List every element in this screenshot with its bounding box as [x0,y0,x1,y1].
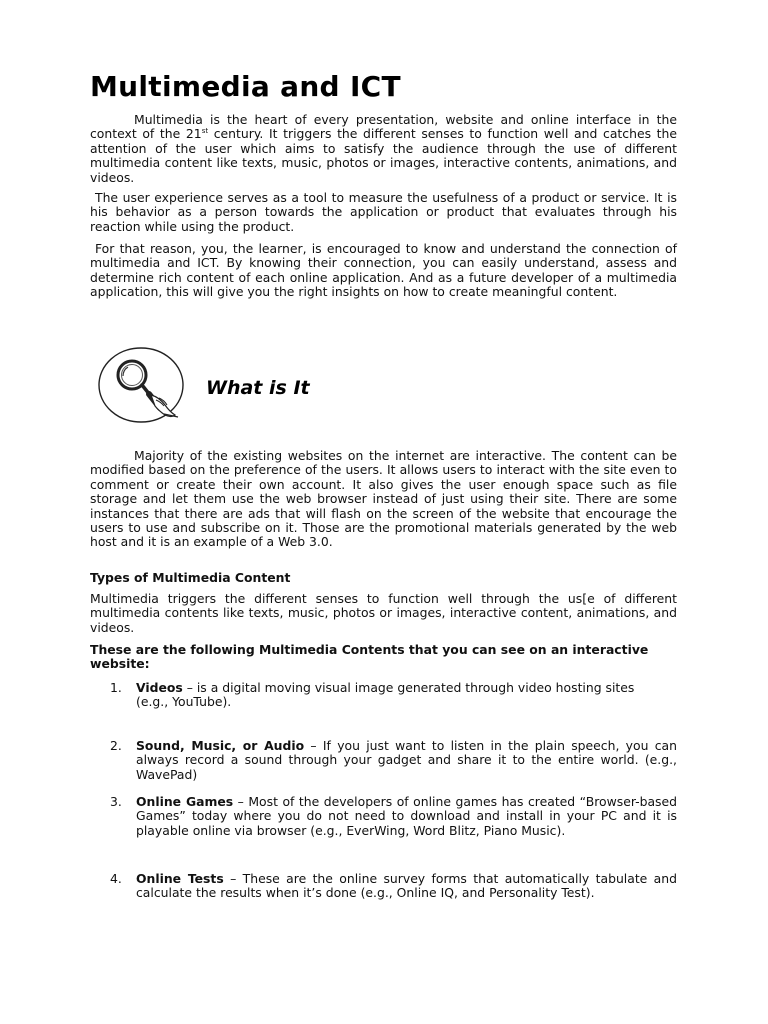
list-item-number: 4. [110,871,122,886]
intro-paragraph-1-text: Multimedia is the heart of every presentation, website and online interface in the context of the 21 [90,112,677,142]
list-item-body [136,739,677,782]
list-item-term: Online Tests [136,871,224,886]
list-item-description: – is a digital moving visual image generated through video hosting sites [182,680,635,695]
magnifying-glass-icon [98,345,188,425]
page-title: Multimedia and ICT [90,70,401,103]
list-item-term: Videos [136,680,183,695]
list-heading: These are the following Multimedia Contents that you can see on an interactive website: [90,642,649,672]
list-item-number: 1. [110,680,122,695]
list-item-term: Online Games [136,794,234,809]
list-item-body [136,795,677,838]
ordinal-superscript: st [201,127,209,136]
list-item-number: 3. [110,794,122,809]
section-heading: What is It [206,377,310,399]
intro-paragraph-1-text-cont: century. It triggers the different senses to function well and catches the attention of the user which aims to satisfy the audience through the use of different multimedia content like texts, music, photos or images, interactive contents, animations, and videos. [90,126,678,185]
list-item-description: – If you just want to listen in the plain speech, you can always record a sound through your gadget and share it to the entire world. (e.g., WavePad) [136,738,677,782]
list-item-term: Sound, Music, or Audio [136,738,305,753]
intro-paragraph-2: The user experience serves as a tool to measure the usefulness of a product or service. It is his behavior as a person towards the application or product that evaluates through his reaction while using the product. [90,190,677,234]
list-item-description: – These are the online survey forms that automatically tabulate and calculate the results when it’s done (e.g., Online IQ, and Personality Test). [136,871,677,901]
types-heading: Types of Multimedia Content [90,570,291,585]
list-item-description: – Most of the developers of online games has created “Browser-based Games” today where you do not need to download and install in your PC and it is playable online via browser (e.g., EverWing, Word Blitz, Piano Music). [136,794,677,838]
list-item-example: (e.g., YouTube). [136,694,232,710]
list-item-body [136,681,677,710]
types-paragraph: Multimedia triggers the different senses to function well through the us[e of different multimedia contents like texts, music, photos or images, interactive content, animations, and videos. [90,591,677,635]
list-item-number: 2. [110,738,122,753]
list-item-body [136,872,677,901]
intro-paragraph-3: For that reason, you, the learner, is encouraged to know and understand the connection of multimedia and ICT. By knowing their connection, you can easily understand, assess and determine rich content of each online application. And as a future developer of a multimedia application, this will give you the right insights on how to create meaningful content. [90,241,677,300]
intro-paragraph-1 [90,113,677,185]
body-paragraph: Majority of the existing websites on the internet are interactive. The content can be modified based on the preference of the users. It allows users to interact with the site even to comment or create their own account. It also gives the user enough space such as file storage and let them use the web browser instead of just using their site. There are some instances that there are ads that will flash on the screen of the website that encourage the users to use and subscribe on it. Those are the promotional materials generated by the web host and it is an example of a Web 3.0. [90,448,677,550]
